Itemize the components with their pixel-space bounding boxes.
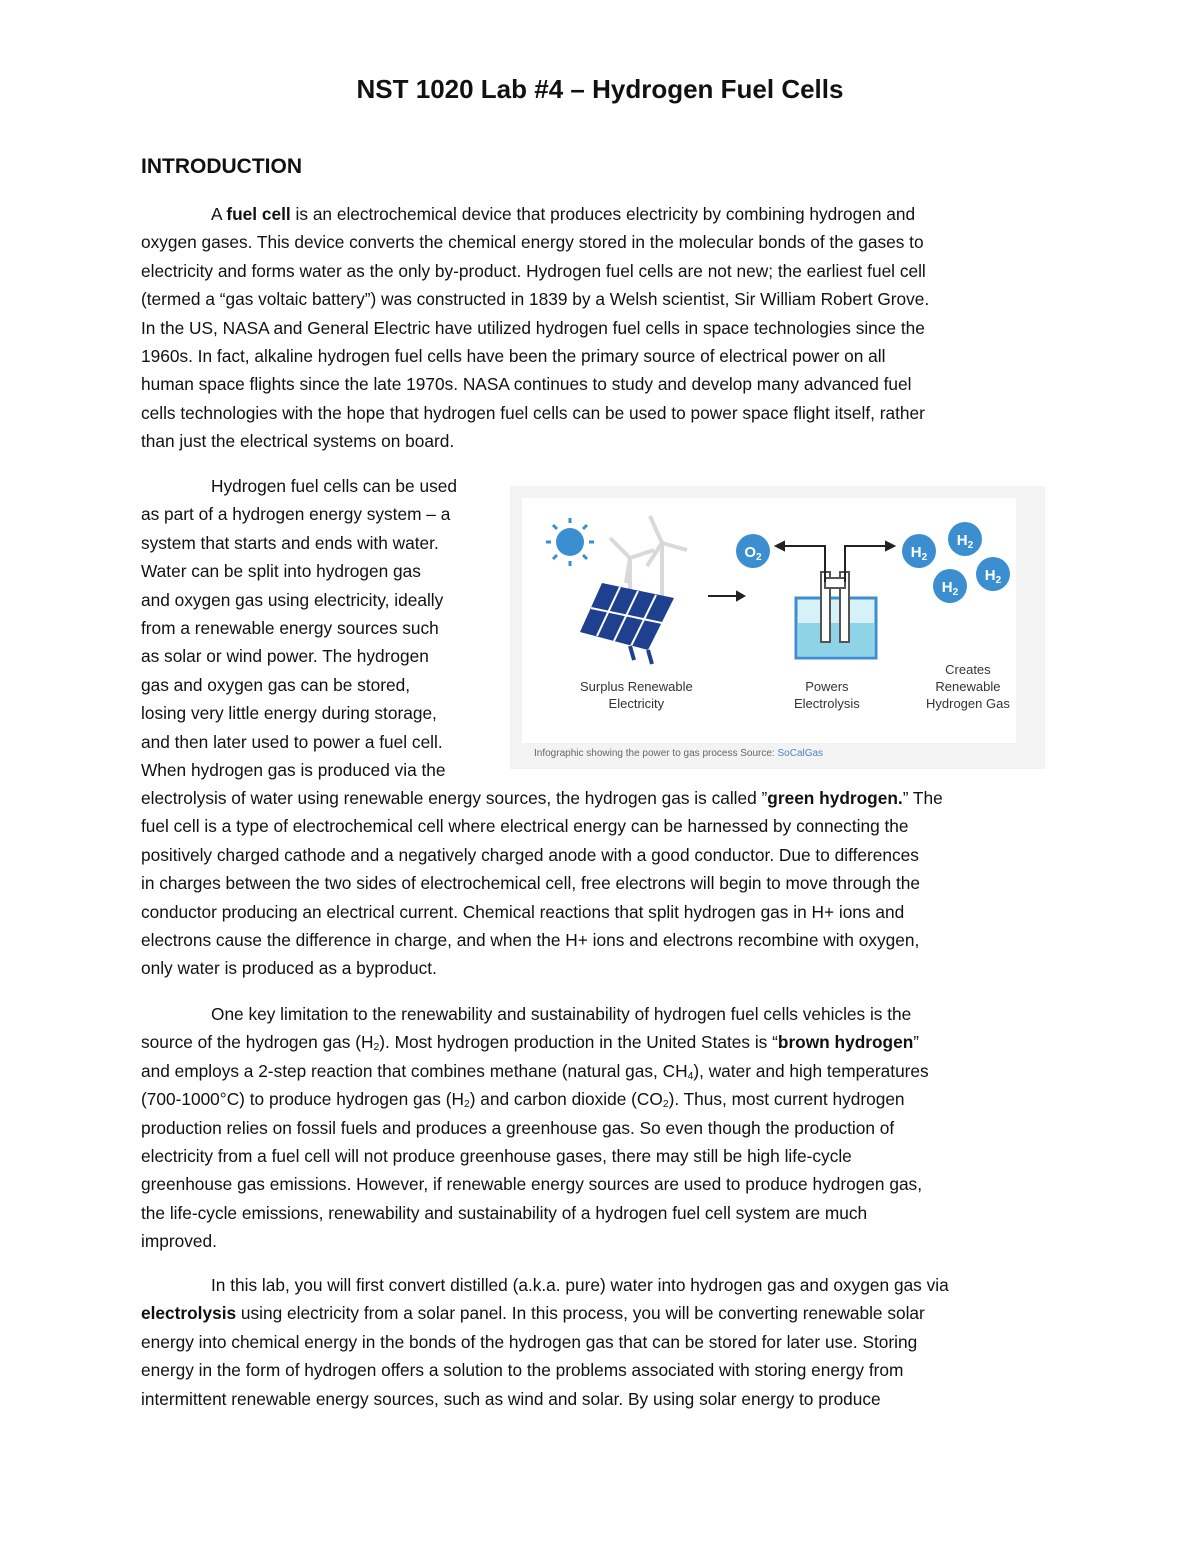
text-line: cells technologies with the hope that hydrogen fuel cells can be used to power space flight itself, rather	[141, 402, 925, 423]
label-surplus-renewable: Surplus Renewable Electricity	[580, 679, 693, 711]
text-line: Water can be split into hydrogen gas	[141, 561, 421, 582]
power-to-gas-figure	[510, 486, 1045, 769]
h2-text: $H_2$	[984, 567, 1002, 586]
text-line: the life-cycle emissions, renewability and sustainability of a hydrogen fuel cell system are much	[141, 1202, 868, 1223]
paragraph-hydrogen-system-cont	[141, 784, 1066, 983]
h2-text: $H_2$	[956, 532, 974, 551]
text-line: (termed a “gas voltaic battery”) was constructed in 1839 by a Welsh scientist, Sir William Robert Grove.	[141, 289, 930, 310]
text-line: A fuel cell is an electrochemical device that produces electricity by combining hydrogen and	[211, 204, 916, 224]
text-line: gas and oxygen gas can be stored,	[141, 674, 411, 695]
text-line: as part of a hydrogen energy system – a	[141, 504, 451, 525]
text-line: production relies on fossil fuels and produces a greenhouse gas. So even though the production of	[141, 1117, 895, 1138]
arrow-right-icon	[708, 592, 744, 600]
electrolysis-beaker-icon	[776, 542, 894, 658]
text-line: One key limitation to the renewability and sustainability of hydrogen fuel cells vehicles is the	[211, 1004, 912, 1024]
text-line: system that starts and ends with water.	[141, 532, 439, 553]
text-line: electrons cause the difference in charge, and when the H+ ions and electrons recombine with oxygen,	[141, 930, 920, 951]
text-line: as solar or wind power. The hydrogen	[141, 646, 429, 667]
text-line: (700-1000°C) to produce hydrogen gas $(H_2)$ and carbon dioxide $(CO_2)$. Thus, most current hydrogen	[141, 1089, 905, 1111]
text-line: than just the electrical systems on board.	[141, 431, 455, 452]
text-line: only water is produced as a byproduct.	[141, 958, 437, 979]
page-title: NST 1020 Lab #4 – Hydrogen Fuel Cells	[356, 74, 844, 104]
label-creates-hydrogen: Creates Renewable Hydrogen Gas	[926, 662, 1010, 711]
paragraph-limitations	[141, 1000, 1066, 1256]
sun-icon	[546, 518, 594, 566]
figure-caption: Infographic showing the power to gas process Source: SoCalGas	[534, 748, 824, 759]
text-line: from a renewable energy sources such	[141, 618, 439, 639]
text-line: conductor producing an electrical current. Chemical reactions that split hydrogen gas in H+ ions and	[141, 901, 905, 922]
paragraph-hydrogen-system	[141, 472, 491, 784]
term-green-hydrogen: green hydrogen.	[767, 788, 903, 808]
text-line: In the US, NASA and General Electric have utilized hydrogen fuel cells in space technologies since the	[141, 317, 925, 338]
text-line: source of the hydrogen gas $(H_2)$. Most hydrogen production in the United States is “brown hydrogen”	[141, 1032, 920, 1054]
text-line: electrolysis of water using renewable energy sources, the hydrogen gas is called ”green hydrogen.” The	[141, 788, 943, 808]
text-line: positively charged cathode and a negatively charged anode with a good conductor. Due to differences	[141, 844, 919, 865]
figure-image	[522, 498, 1016, 759]
text-line: losing very little energy during storage,	[141, 703, 437, 724]
text-line: and then later used to power a fuel cell.	[141, 731, 443, 752]
text-line: energy in the form of hydrogen offers a solution to the problems associated with storing energy from	[141, 1360, 904, 1381]
h2-text: $H_2$	[910, 544, 928, 563]
paragraph-lab-overview	[141, 1271, 1066, 1413]
text-line: oxygen gases. This device converts the chemical energy stored in the molecular bonds of the gases to	[141, 232, 924, 253]
text-line: 1960s. In fact, alkaline hydrogen fuel cells have been the primary source of electrical power on all	[141, 346, 886, 367]
text-line: fuel cell is a type of electrochemical cell where electrical energy can be harnessed by connecting the	[141, 816, 909, 837]
text-line: When hydrogen gas is produced via the	[141, 760, 446, 781]
text-line: and employs a 2-step reaction that combines methane (natural gas, $CH_4$), water and high temperatures	[141, 1060, 929, 1082]
text-line: In this lab, you will first convert distilled (a.k.a. pure) water into hydrogen gas and oxygen gas via	[211, 1275, 949, 1295]
text-line: greenhouse gas emissions. However, if renewable energy sources are used to produce hydrogen gas,	[141, 1174, 922, 1195]
h2-text: $H_2$	[941, 579, 959, 598]
text-line: electricity from a fuel cell will not produce greenhouse gases, there may still be high life-cycle	[141, 1146, 852, 1167]
text-line: human space flights since the late 1970s. NASA continues to study and develop many advanced fuel	[141, 374, 912, 395]
paragraph-intro	[141, 200, 1066, 456]
text-line: Hydrogen fuel cells can be used	[211, 476, 457, 496]
text-line: in charges between the two sides of electrochemical cell, free electrons will begin to move through the	[141, 873, 921, 894]
text-line: intermittent renewable energy sources, such as wind and solar. By using solar energy to produce	[141, 1388, 881, 1409]
text-line: energy into chemical energy in the bonds of the hydrogen gas that can be stored for later use. Storing	[141, 1331, 918, 1352]
term-brown-hydrogen: brown hydrogen	[777, 1032, 914, 1053]
text-line: improved.	[141, 1231, 217, 1252]
section-heading: INTRODUCTION	[141, 155, 302, 178]
text-line: electricity and forms water as the only by-product. Hydrogen fuel cells are not new; the earliest fuel cell	[141, 260, 926, 281]
solar-panel-icon	[580, 583, 674, 664]
text-line: and oxygen gas using electricity, ideally	[141, 589, 444, 610]
hydrogen-bubbles	[902, 522, 1010, 603]
caption-source-link[interactable]: SoCalGas	[777, 748, 824, 759]
oxygen-bubble	[736, 534, 770, 568]
text-line: electrolysis using electricity from a solar panel. In this process, you will be converting renewable solar	[141, 1303, 925, 1324]
o2-text: $O_2$	[744, 544, 762, 563]
term-electrolysis: electrolysis	[141, 1303, 237, 1324]
term-fuel-cell: fuel cell	[226, 204, 291, 224]
label-powers-electrolysis: Powers Electrolysis	[794, 679, 860, 711]
